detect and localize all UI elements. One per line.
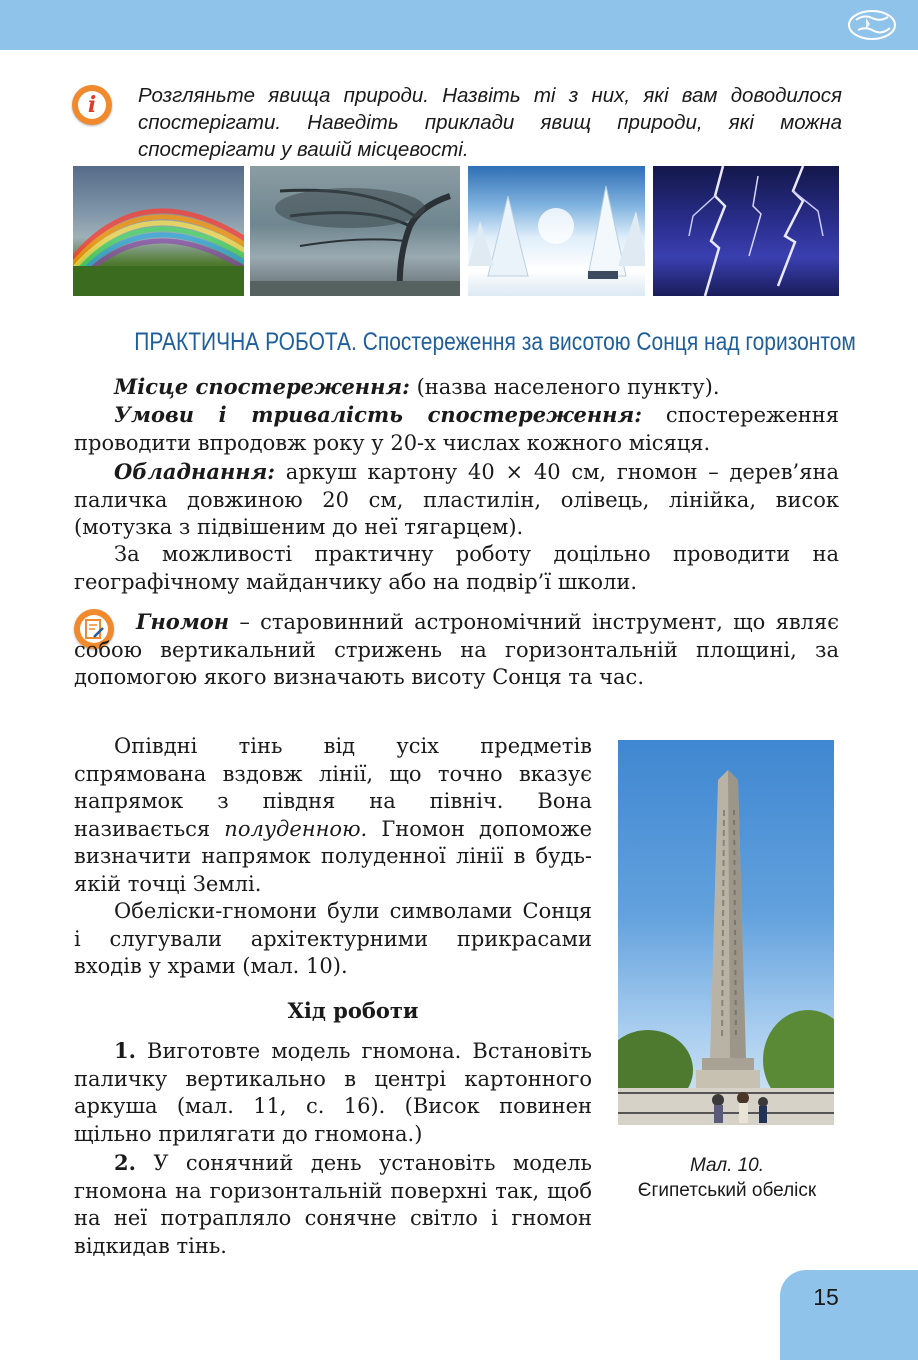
step-1 [74,1037,592,1148]
obelisk-paragraph [74,898,592,981]
figure-label: Мал. 10. [689,1155,765,1176]
noon-text-a: Опівдні тінь від усіх предметів спрямована вздовж лінії, що точно вказує напрямок з півдня на північ. Вона називається [74,734,592,841]
page-number-tab [780,1270,918,1360]
practical-work-title: ПРАКТИЧНА РОБОТА. Спостереження за висотою Сонця над горизонтом [134,328,856,356]
observation-place-paragraph [74,373,839,402]
obelisk-text: Обеліски-гномони були символами Сонця і слугували архітектурними прикрасами входів у храми (мал. 10). [74,899,592,978]
conditions-text: спостереження проводити впродовж року у 20-х числах кожного місяця. [74,403,839,455]
figure-caption-text: Єгипетський обеліск [637,1180,817,1201]
noon-term: полуденною. [224,816,368,841]
page-number: 15 [813,1284,839,1310]
lightning-photo [653,166,839,296]
info-icon: i [72,85,112,125]
gnomon-term: Гномон [136,609,230,634]
step-2 [74,1149,592,1260]
advice-text: За можливості практичну роботу доцільно проводити на географічному майданчику або на подвір’ї школи. [74,542,839,594]
snowy-forest-photo [468,166,645,296]
advice-paragraph [74,541,839,596]
step-1-number: 1. [114,1038,136,1063]
noon-shadow-paragraph [74,733,592,898]
equipment-text: аркуш картону 40 × 40 см, гномон – дерев’яна паличка довжиною 20 см, пластилін, олівець, лінійка, висок (мотузка з підвішеним до неї тягарцем). [74,460,839,539]
noon-text-b: Гномон допоможе визначити напрямок полуденної лінії в будь-якій точці Землі. [74,816,592,896]
place-text: (назва населеного пункту). [409,375,720,399]
step-2-text: У сонячний день установіть модель гномона на горизонтальній поверхні так, щоб на неї потрапляло сонячне світло і гномон відкидав тінь. [74,1151,592,1258]
figure-caption [600,1153,854,1203]
place-label: Місце спостереження: [114,374,410,399]
equipment-label: Обладнання: [114,459,276,484]
procedure-heading: Хід роботи [287,998,419,1023]
conditions-label: Умови і тривалість спостереження: [114,402,642,427]
step-2-number: 2. [114,1150,136,1175]
conditions-paragraph [74,401,839,457]
egyptian-obelisk-photo [618,740,834,1125]
map-globe-icon [846,8,898,42]
gnomon-text: – старовинний астрономічний інструмент, що являє собою вертикальний стрижень на горизонтальній площині, за допомогою якого визначають висоту Сонця та час. [74,610,839,689]
step-1-text: Виготовте модель гномона. Встановіть паличку вертикально в центрі картонного аркуша (мал. 11, с. 16). (Висок повинен щільно прилягати до гномона.) [74,1039,592,1146]
gnomon-definition [74,608,839,692]
info-text: Розгляньте явища природи. Назвіть ті з них, які вам доводилося спостерігати. Наведіть приклади явищ природи, які можна спостерігати у вашій місцевості. [138,84,842,161]
windstorm-photo [250,166,460,296]
equipment-paragraph [74,458,839,542]
top-header-band [0,0,918,50]
rainbow-photo [73,166,244,296]
